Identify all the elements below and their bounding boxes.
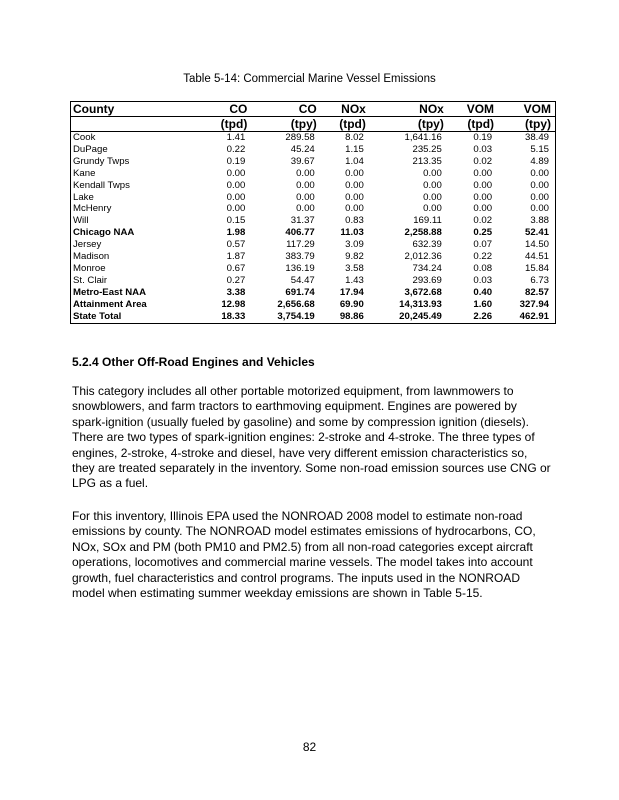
value-cell: 3.38 — [226, 286, 246, 298]
value-cell: 2,258.88 — [404, 227, 442, 239]
value-cell: 462.91 — [498, 311, 555, 323]
column-header: CO — [229, 102, 248, 116]
county-cell: Monroe — [73, 262, 106, 274]
table-row — [71, 287, 556, 299]
value-cell: 327.94 — [519, 298, 549, 310]
county-cell: Grundy Twps — [73, 155, 130, 167]
value-cell: 45.24 — [290, 143, 315, 155]
table-row — [71, 263, 556, 275]
county-cell: Madison — [73, 251, 110, 263]
county-cell: Will — [73, 215, 89, 227]
value-cell: 235.25 — [412, 143, 442, 155]
value-cell: 4.89 — [530, 155, 549, 167]
county-cell: St. Clair — [73, 274, 108, 286]
value-cell: 0.07 — [473, 239, 493, 251]
table-row — [71, 192, 556, 204]
table-row — [71, 168, 556, 180]
value-cell: 82.57 — [524, 286, 549, 298]
value-cell: 0.00 — [296, 179, 315, 191]
table-row — [71, 311, 556, 323]
value-cell: 691.74 — [285, 286, 315, 298]
value-cell: 383.79 — [285, 251, 315, 263]
table-row — [71, 215, 556, 227]
table-row — [71, 156, 556, 168]
column-header: NOx — [341, 102, 366, 116]
column-header: NOx — [419, 102, 444, 116]
value-cell: 0.19 — [473, 132, 493, 143]
value-cell: 9.82 — [345, 251, 364, 263]
value-cell: 0.00 — [473, 191, 493, 203]
value-cell: 0.19 — [226, 155, 246, 167]
value-cell: 0.22 — [226, 143, 246, 155]
column-header: VOM — [466, 102, 495, 116]
value-cell: 3.58 — [345, 262, 364, 274]
paragraph: For this inventory, Illinois EPA used the NONROAD 2008 model to estimate non-road emissions by county. The NONROAD model estimates emissions of hydrocarbons, CO, NOx, SOx and PM (both PM10 and PM2.5) from all non-road categories except aircraft operations, locomotives and commercial marine vessels. The model takes into account growth, fuel characteristics and control programs. The inputs used in the NONROAD model when estimating summer weekday emissions are shown in Table 5-15. — [72, 509, 536, 601]
value-cell: 0.00 — [423, 179, 442, 191]
value-cell: 0.15 — [226, 215, 246, 227]
value-cell: 0.00 — [423, 191, 442, 203]
value-cell: 31.37 — [290, 215, 315, 227]
value-cell: 0.22 — [473, 251, 493, 263]
value-cell: 213.35 — [412, 155, 442, 167]
value-cell: 0.00 — [530, 191, 549, 203]
column-header: (tpy) — [251, 117, 320, 132]
value-cell: 1.41 — [226, 132, 246, 143]
section-heading: 5.2.4 Other Off-Road Engines and Vehicles — [72, 355, 315, 369]
value-cell: 169.11 — [413, 215, 442, 227]
value-cell: 1.60 — [473, 298, 493, 310]
county-cell: Chicago NAA — [73, 227, 135, 239]
value-cell: 0.03 — [473, 143, 493, 155]
county-cell: Cook — [73, 132, 96, 143]
value-cell: 0.00 — [530, 179, 549, 191]
value-cell: 0.00 — [296, 203, 315, 215]
value-cell: 3.88 — [530, 215, 549, 227]
column-header: County — [73, 102, 115, 116]
page-number: 82 — [302, 740, 317, 754]
value-cell: 0.00 — [530, 203, 549, 215]
value-cell: 1.43 — [345, 274, 364, 286]
value-cell: 0.00 — [226, 179, 246, 191]
value-cell: 98.86 — [321, 311, 370, 323]
column-header: (tpd) — [202, 117, 251, 132]
table-row — [71, 180, 556, 192]
value-cell: 3.09 — [345, 239, 364, 251]
value-cell: 14.50 — [524, 239, 549, 251]
table-caption: Table 5-14: Commercial Marine Vessel Emissions — [183, 73, 436, 85]
value-cell: 38.49 — [524, 132, 549, 143]
value-cell: 632.39 — [412, 239, 442, 251]
value-cell: 0.00 — [473, 167, 493, 179]
value-cell: 293.69 — [412, 274, 442, 286]
county-cell: Jersey — [73, 239, 102, 251]
value-cell: 0.00 — [226, 203, 246, 215]
column-header: CO — [298, 102, 317, 116]
value-cell: 44.51 — [524, 251, 549, 263]
value-cell: 1,641.16 — [404, 132, 442, 143]
header-row — [71, 102, 556, 117]
value-cell: 0.40 — [473, 286, 493, 298]
value-cell: 0.00 — [296, 167, 315, 179]
value-cell: 406.77 — [285, 227, 315, 239]
value-cell: 2.26 — [448, 311, 498, 323]
column-header: VOM — [523, 102, 551, 116]
table-row — [71, 203, 556, 215]
value-cell: 1.15 — [345, 143, 364, 155]
value-cell: 15.84 — [524, 262, 549, 274]
column-header: (tpd) — [448, 117, 498, 132]
table-row — [71, 275, 556, 287]
county-cell: Lake — [73, 191, 94, 203]
table-row — [71, 239, 556, 251]
value-cell: 6.73 — [530, 274, 549, 286]
value-cell: 18.33 — [202, 311, 251, 323]
table-row — [71, 251, 556, 263]
table-row — [71, 299, 556, 311]
value-cell: 12.98 — [221, 298, 246, 310]
value-cell: 117.29 — [286, 239, 315, 251]
value-cell: 5.15 — [530, 143, 549, 155]
value-cell: 39.67 — [290, 155, 315, 167]
value-cell: 0.02 — [473, 155, 493, 167]
value-cell: 0.67 — [226, 262, 246, 274]
value-cell: 0.57 — [226, 239, 246, 251]
value-cell: 136.19 — [285, 262, 315, 274]
header-units-row — [71, 117, 556, 132]
value-cell: 0.00 — [530, 167, 549, 179]
value-cell: 0.00 — [345, 191, 364, 203]
column-header: (tpd) — [321, 117, 370, 132]
county-cell: Kane — [73, 167, 96, 179]
column-header — [71, 117, 203, 132]
county-cell: DuPage — [73, 143, 108, 155]
value-cell: 0.83 — [345, 215, 364, 227]
value-cell: 0.00 — [296, 191, 315, 203]
county-cell: Metro-East NAA — [73, 286, 147, 298]
value-cell: 0.02 — [473, 215, 493, 227]
value-cell: 2,012.36 — [404, 251, 442, 263]
paragraph: This category includes all other portable motorized equipment, from lawnmowers to snowblowers, and farm tractors to earthmoving equipment. Engines are powered by spark-ignition (usually fueled by gasoline) and some by compression ignition (diesels). There are two types of spark-ignition engines: 2-stroke and 4-stroke. The three types of engines, 2-stroke, 4-stroke and diesel, have very different emission characteristics so, they are treated separately in the inventory. Some non-road emission sources use CNG or LPG as a fuel. — [72, 384, 551, 491]
county-cell: State Total — [71, 311, 203, 323]
value-cell: 0.03 — [473, 274, 493, 286]
value-cell: 14,313.93 — [399, 298, 442, 310]
county-cell: Attainment Area — [73, 298, 147, 310]
column-header: (tpy) — [370, 117, 448, 132]
value-cell: 20,245.49 — [370, 311, 448, 323]
value-cell: 0.00 — [345, 203, 364, 215]
value-cell: 3,672.68 — [404, 286, 442, 298]
value-cell: 0.27 — [226, 274, 246, 286]
value-cell: 0.00 — [345, 179, 364, 191]
value-cell: 734.24 — [412, 262, 442, 274]
value-cell: 1.87 — [226, 251, 246, 263]
value-cell: 289.58 — [285, 132, 315, 143]
table-row — [71, 227, 556, 239]
value-cell: 11.03 — [340, 227, 364, 239]
value-cell: 54.47 — [290, 274, 315, 286]
value-cell: 0.00 — [473, 203, 493, 215]
value-cell: 3,754.19 — [251, 311, 320, 323]
value-cell: 0.00 — [423, 203, 442, 215]
table-row — [71, 144, 556, 156]
value-cell: 0.00 — [473, 179, 493, 191]
table-row — [71, 132, 556, 144]
value-cell: 0.25 — [473, 227, 493, 239]
value-cell: 17.94 — [339, 286, 364, 298]
value-cell: 0.00 — [423, 167, 442, 179]
value-cell: 0.00 — [226, 191, 246, 203]
value-cell: 8.02 — [345, 132, 364, 143]
county-cell: McHenry — [73, 203, 112, 215]
value-cell: 2,656.68 — [277, 298, 315, 310]
column-header: (tpy) — [498, 117, 555, 132]
value-cell: 1.98 — [226, 227, 246, 239]
value-cell: 69.90 — [339, 298, 364, 310]
value-cell: 0.00 — [345, 167, 364, 179]
value-cell: 1.04 — [345, 155, 364, 167]
county-cell: Kendall Twps — [73, 179, 130, 191]
value-cell: 0.00 — [226, 167, 246, 179]
emissions-table — [70, 101, 556, 324]
value-cell: 52.41 — [524, 227, 549, 239]
value-cell: 0.08 — [473, 262, 493, 274]
